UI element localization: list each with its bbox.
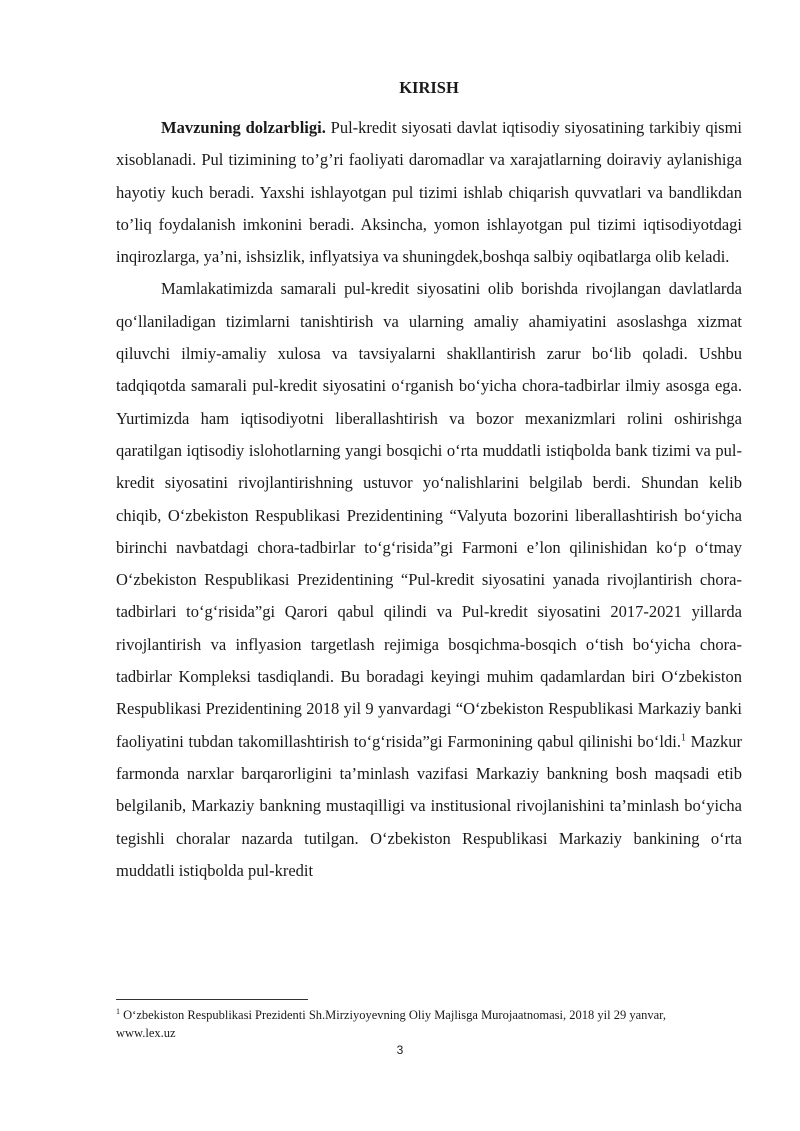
paragraph-text-continued: Mazkur farmonda narxlar barqarorligini ta’minlash vazifasi Markaziy bankning bosh maqsadi etib belgilanib, Markaziy bankning mustaqilligi va institusional rivojlanishini ta’minlash bo‘yicha tegishli choralar nazarda tutilgan. O‘zbekiston Respublikasi Markaziy bankining o‘rta muddatli istiqbolda pul-kredit — [116, 731, 742, 880]
footnote-reference[interactable]: 1 — [680, 732, 686, 744]
paragraph-lead: Mavzuning dolzarbligi. — [161, 118, 326, 137]
footnote — [116, 1006, 726, 1042]
section-title: KIRISH — [399, 78, 459, 97]
footnote-text: O‘zbekiston Respublikasi Prezidenti Sh.Mirziyoyevning Oliy Majlisga Murojaatnomasi, 2018 yil 29 yanvar, www.lex.uz — [116, 1008, 666, 1040]
footnote-separator — [116, 999, 308, 1000]
paragraph-policy — [116, 273, 742, 887]
paragraph-text: Pul-kredit siyosati davlat iqtisodiy siyosatining tarkibiy qismi xisoblanadi. Pul tizimining to’g’ri faoliyati daromadlar va xarajatlarning doiraviy aylanishiga hayotiy kuch beradi. Yaxshi ishlayotgan pul tizimi ishlab chiqarish quvvatlari va bandlikdan to’liq foydalanish imkonini beradi. Aksincha, yomon ishlayotgan pul tizimi iqtisodiyotdagi inqirozlarga, ya’ni, ishsizlik, inflyatsiya va shuningdek,boshqa salbiy oqibatlarga olib keladi. — [116, 118, 742, 267]
paragraph-relevance — [116, 112, 742, 273]
document-body — [116, 72, 742, 887]
footnote-marker: 1 — [116, 1006, 120, 1016]
paragraph-text: Mamlakatimizda samarali pul-kredit siyosatini olib borishda rivojlangan davlatlarda qo‘llaniladigan tizimlarni tanishtirish va ularning amaliy ahamiyatini asoslashga xizmat qiluvchi ilmiy-amaliy xulosa va tavsiyalarni shakllantirish zarur bo‘lib qoladi. Ushbu tadqiqotda samarali pul-kredit siyosatini o‘rganish bo‘yicha chora-tadbirlar ilmiy asosga ega. Yurtimizda ham iqtisodiyotni liberallashtirish va bozor mexanizmlari rolini oshirishga qaratilgan iqtisodiy islohotlarning yangi bosqichi o‘rta muddatli istiqbolda bank tizimi va pul-kredit siyosatini rivojlantirishning ustuvor yo‘nalishlarini belgilab berdi. Shundan kelib chiqib, O‘zbekiston Respublikasi Prezidentining “Valyuta bozorini liberallashtirish bo‘yicha birinchi navbatdagi chora-tadbirlar to‘g‘risida”gi Farmoni e’lon qilinishidan ko‘p o‘tmay O‘zbekiston Respublikasi Prezidentining “Pul-kredit siyosatini yanada rivojlantirish chora-tadbirlari to‘g‘risida”gi Qarori qabul qilindi va Pul-kredit siyosatini 2017-2021 yillarda rivojlantirish va inflyasion targetlash rejimiga bosqichma-bosqich o‘tish bo‘yicha chora-tadbirlar Kompleksi tasdiqlandi. Bu boradagi keyingi muhim qadamlardan biri O‘zbekiston Respublikasi Prezidentining 2018 yil 9 yanvardagi “O‘zbekiston Respublikasi Markaziy banki faoliyatini tubdan takomillashtirish to‘g‘risida”gi Farmonining qabul qilinishi bo‘ldi. — [116, 279, 742, 751]
page-number: 3 — [396, 1043, 404, 1057]
